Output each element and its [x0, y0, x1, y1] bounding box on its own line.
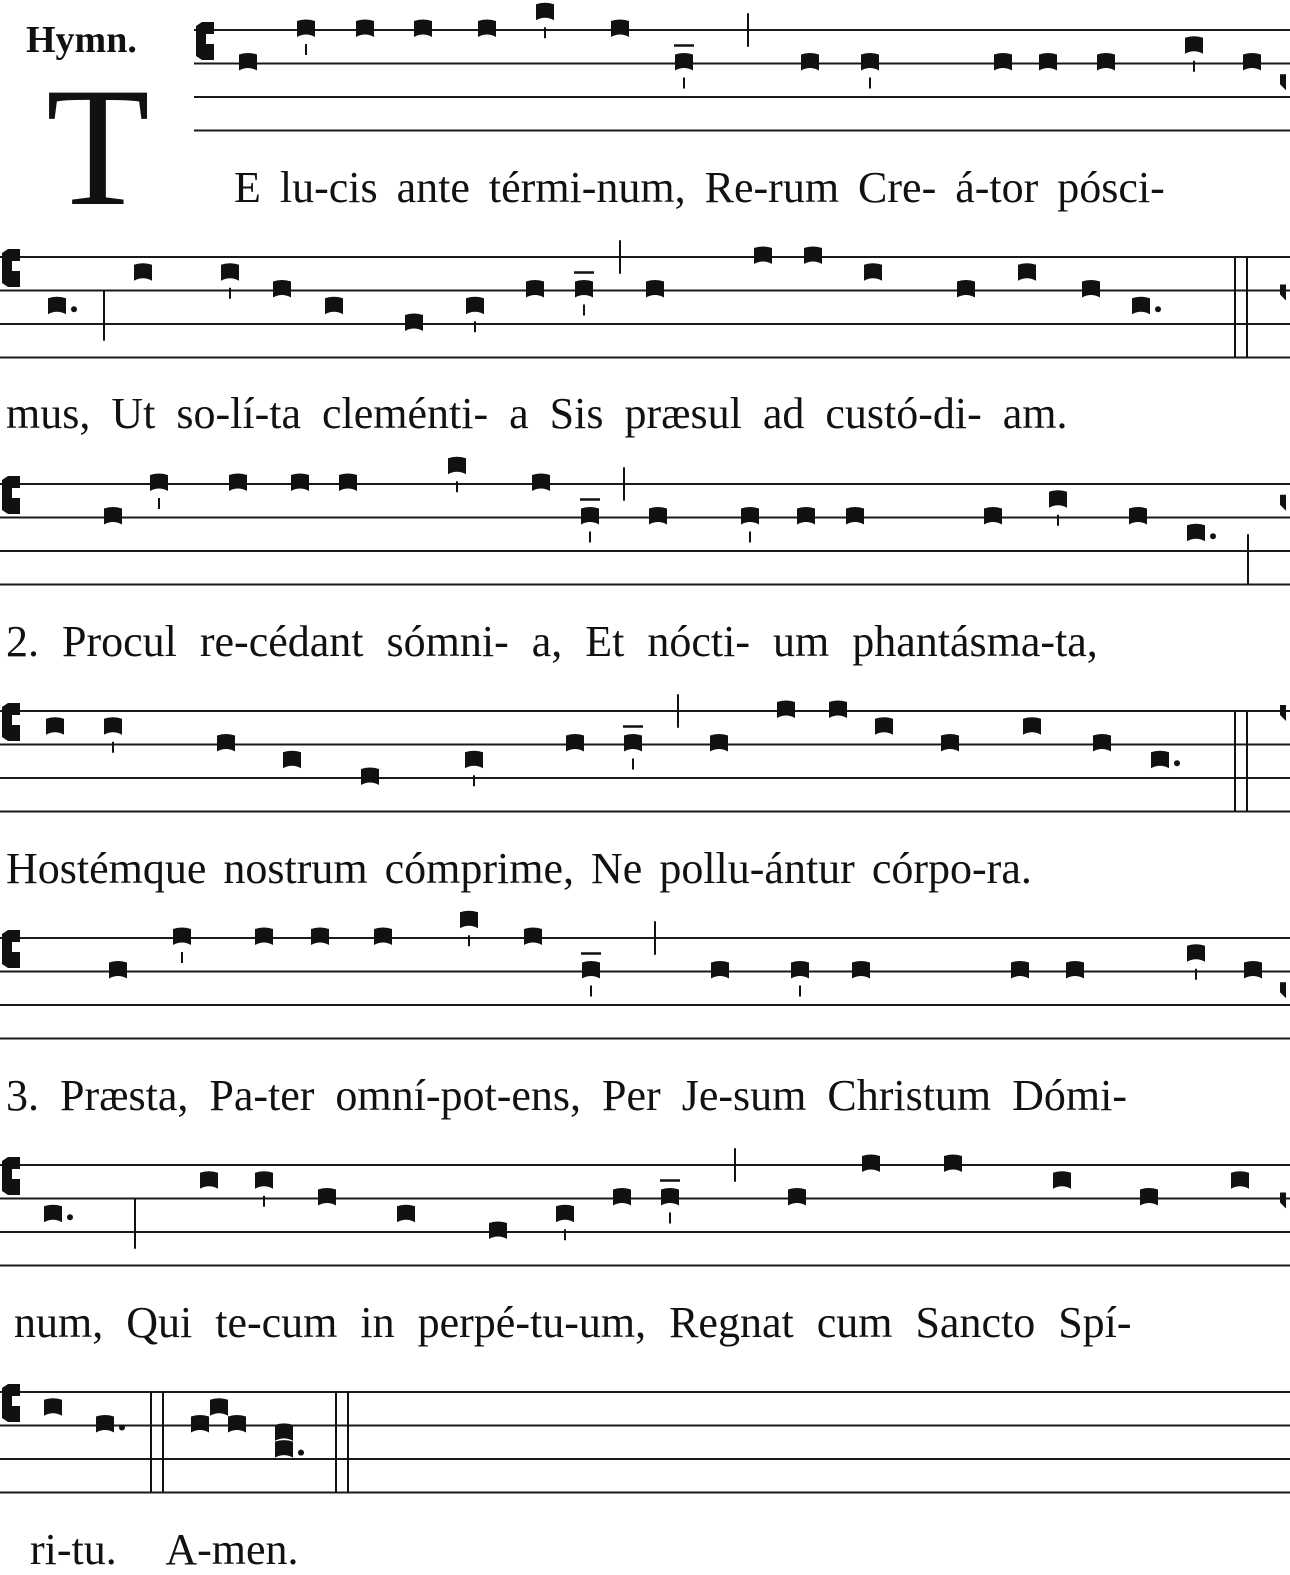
custos	[1280, 495, 1286, 511]
neume-note	[405, 314, 423, 332]
neume-note	[489, 1222, 507, 1240]
neume-note	[173, 928, 191, 946]
neume-note	[217, 734, 235, 752]
neume-note	[536, 3, 554, 21]
neume-note	[801, 53, 819, 71]
lyric-line-4: Hostémque nostrum cómprime, Ne pollu-ántur córpo-ra.	[6, 844, 1032, 893]
neume-note	[318, 1188, 336, 1206]
neume-note	[941, 734, 959, 752]
neume-note	[44, 1398, 62, 1416]
neume-note	[1023, 717, 1041, 735]
neume-note	[104, 507, 122, 525]
neume-note	[1049, 490, 1067, 508]
neume-dot	[1210, 533, 1216, 539]
neume-note	[861, 53, 879, 71]
neume-note	[1140, 1188, 1158, 1206]
neume-note	[478, 20, 496, 38]
custos	[1280, 705, 1286, 721]
neume-note	[556, 1205, 574, 1223]
neume-note	[325, 297, 343, 315]
neume-note	[229, 474, 247, 492]
lyric-line-3: 2. Procul re-cédant sómni- a, Et nócti- um phantásma-ta,	[6, 617, 1098, 666]
neume-note	[581, 507, 599, 525]
neume-note	[255, 928, 273, 946]
c-clef	[2, 1384, 20, 1422]
neume-note	[448, 457, 466, 475]
neume-note	[134, 263, 152, 281]
neume-note	[466, 297, 484, 315]
neume-note	[414, 20, 432, 38]
neume-note	[846, 507, 864, 525]
neume-note	[1018, 263, 1036, 281]
neume-note	[532, 474, 550, 492]
neume-note	[944, 1155, 962, 1173]
custos	[1280, 1193, 1286, 1209]
neume-note	[1011, 961, 1029, 979]
neume-note	[228, 1415, 246, 1433]
neume-note	[361, 768, 379, 786]
neume-note	[524, 928, 542, 946]
neume-note	[994, 53, 1012, 71]
neume-note	[797, 507, 815, 525]
neume-note	[661, 1188, 679, 1206]
neume-note	[957, 280, 975, 298]
neume-note	[255, 1171, 273, 1189]
lyric-line-2: mus, Ut so-lí-ta cleménti- a Sis præsul ad custó-di- am.	[6, 389, 1068, 438]
neume-dot	[298, 1450, 304, 1456]
neume-note	[804, 247, 822, 265]
neume-note	[291, 474, 309, 492]
neume-note	[1097, 53, 1115, 71]
neume-note	[44, 1205, 62, 1223]
neume-note	[46, 717, 64, 735]
c-clef	[196, 22, 214, 60]
lyric-line-1: E lu-cis ante térmi-num, Re-rum Cre- á-tor pósci-	[234, 163, 1165, 212]
neume-note	[48, 297, 66, 315]
neume-note	[1053, 1171, 1071, 1189]
neume-note	[283, 751, 301, 769]
neume-note	[210, 1398, 228, 1416]
neume-note	[791, 961, 809, 979]
neume-note	[710, 734, 728, 752]
neume-note	[1129, 507, 1147, 525]
neume-note	[297, 20, 315, 38]
custos	[1280, 982, 1286, 998]
lyric-line-7: ri-tu. A-men.	[30, 1525, 299, 1574]
neume-note	[526, 280, 544, 298]
custos	[1280, 74, 1286, 90]
c-clef	[2, 1157, 20, 1195]
neume-note	[675, 53, 693, 71]
neume-note	[1187, 524, 1205, 542]
neume-note	[646, 280, 664, 298]
neume-dot	[71, 306, 77, 312]
neume-note	[1231, 1171, 1249, 1189]
neume-note	[273, 280, 291, 298]
c-clef	[2, 476, 20, 514]
neume-note	[829, 701, 847, 719]
neume-note	[1132, 297, 1150, 315]
neume-note	[239, 53, 257, 71]
neume-dot	[67, 1214, 73, 1220]
c-clef	[2, 703, 20, 741]
neume-note	[221, 263, 239, 281]
neume-note	[788, 1188, 806, 1206]
neume-note	[754, 247, 772, 265]
neume-note	[575, 280, 593, 298]
custos	[1280, 285, 1286, 301]
lyric-line-6: num, Qui te-cum in perpé-tu-um, Regnat cum Sancto Spí-	[14, 1298, 1132, 1347]
neume-note	[460, 911, 478, 929]
neume-note	[1185, 36, 1203, 54]
neume-note	[1039, 53, 1057, 71]
neume-note	[1187, 944, 1205, 962]
neume-note	[649, 507, 667, 525]
neume-note	[582, 961, 600, 979]
neume-note	[611, 20, 629, 38]
neume-note	[150, 474, 168, 492]
initial-letter: T	[46, 53, 150, 241]
neume-note	[1244, 961, 1262, 979]
neume-note	[566, 734, 584, 752]
neume-note	[864, 263, 882, 281]
neume-note	[741, 507, 759, 525]
neume-note	[104, 717, 122, 735]
neume-note	[311, 928, 329, 946]
neume-note	[624, 734, 642, 752]
neume-note	[465, 751, 483, 769]
neume-note	[862, 1155, 880, 1173]
neume-note	[852, 961, 870, 979]
neume-note	[1066, 961, 1084, 979]
neume-note	[984, 507, 1002, 525]
neume-note	[356, 20, 374, 38]
c-clef	[2, 249, 20, 287]
neume-note	[191, 1415, 209, 1433]
neume-note	[109, 961, 127, 979]
neume-dot	[1174, 760, 1180, 766]
neume-note	[613, 1188, 631, 1206]
neume-note	[1093, 734, 1111, 752]
neume-note	[711, 961, 729, 979]
neume-dot	[119, 1425, 125, 1431]
neume-note	[275, 1440, 293, 1458]
neume-note	[339, 474, 357, 492]
neume-note	[1151, 751, 1169, 769]
neume-note	[397, 1205, 415, 1223]
neume-note	[374, 928, 392, 946]
neume-note	[96, 1415, 114, 1433]
neume-note	[875, 717, 893, 735]
neume-note	[1243, 53, 1261, 71]
neume-note	[200, 1171, 218, 1189]
hymn-label: Hymn.	[26, 19, 137, 61]
neume-note	[275, 1423, 293, 1441]
neume-note	[777, 701, 795, 719]
neume-note	[1082, 280, 1100, 298]
neume-dot	[1155, 306, 1161, 312]
c-clef	[2, 930, 20, 968]
lyric-line-5: 3. Præsta, Pa-ter omní-pot-ens, Per Je-sum Christum Dómi-	[6, 1071, 1128, 1120]
